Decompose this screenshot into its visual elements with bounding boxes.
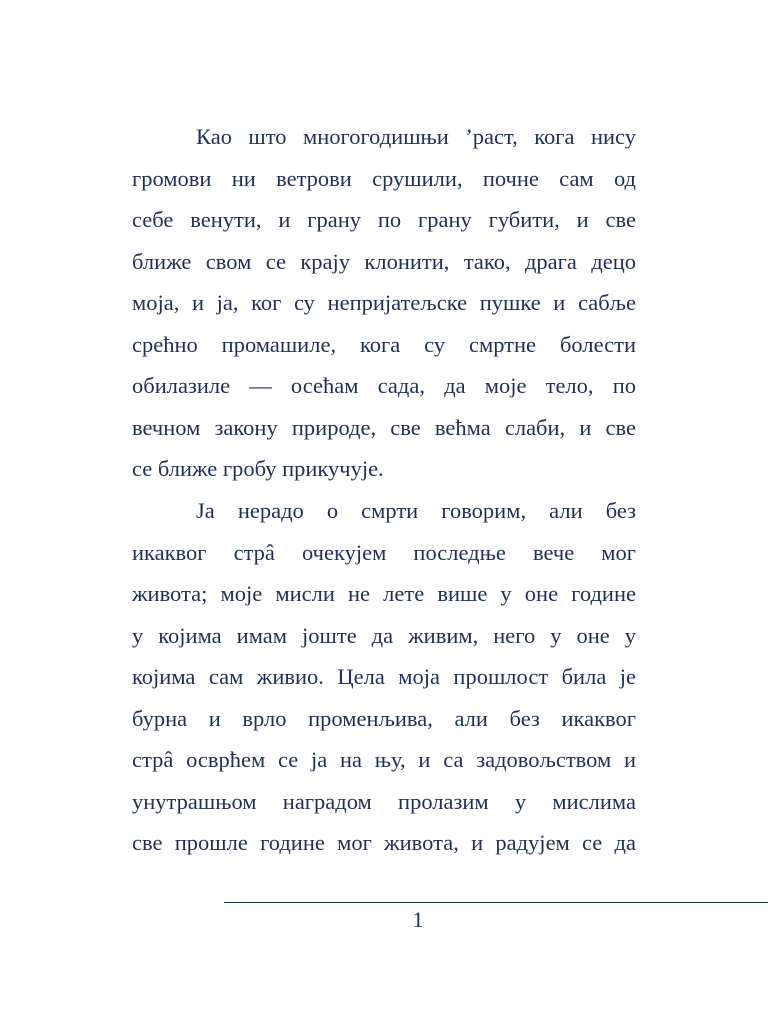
text-line: ближе свом се крају клонити, тако, драга децо xyxy=(132,249,636,274)
text-line: унутрашњом наградом пролазим у мислима xyxy=(132,789,636,814)
text-line: бурна и врло променљива, али без икаквог xyxy=(132,706,636,731)
text-line: срећно промашиле, кога су смртне болести xyxy=(132,332,636,357)
text-line: себе венути, и грану по грану губити, и све xyxy=(132,207,636,232)
page-number: 1 xyxy=(412,907,424,932)
text-line: Ја нерадо о смрти говорим, али без xyxy=(196,498,636,523)
text-line: стрâ осврћем се ја на њу, и са задовољством и xyxy=(132,747,636,772)
text-line: обилазиле — осећам сада, да моје тело, по xyxy=(132,373,636,398)
text-line: громови ни ветрови срушили, почне сам од xyxy=(132,166,636,191)
footer-rule xyxy=(224,902,768,903)
text-line: вечном закону природе, све већма слаби, и све xyxy=(132,415,636,440)
text-line: Као што многогодишњи ’раст, кога нису xyxy=(196,124,636,149)
text-line: се ближе гробу прикучује. xyxy=(132,456,384,481)
text-line: којима сам живио. Цела моја прошлост била је xyxy=(132,664,636,689)
text-line: икаквог стрâ очекујем последње вече мог xyxy=(132,540,636,565)
text-line: све прошле године мог живота, и радујем се да xyxy=(132,830,636,855)
text-line: живота; моје мисли не лете више у оне године xyxy=(132,581,636,606)
text-line: моја, и ја, ког су непријатељске пушке и сабље xyxy=(132,290,636,315)
text-line: у којима имам јоште да живим, него у оне у xyxy=(132,623,636,648)
